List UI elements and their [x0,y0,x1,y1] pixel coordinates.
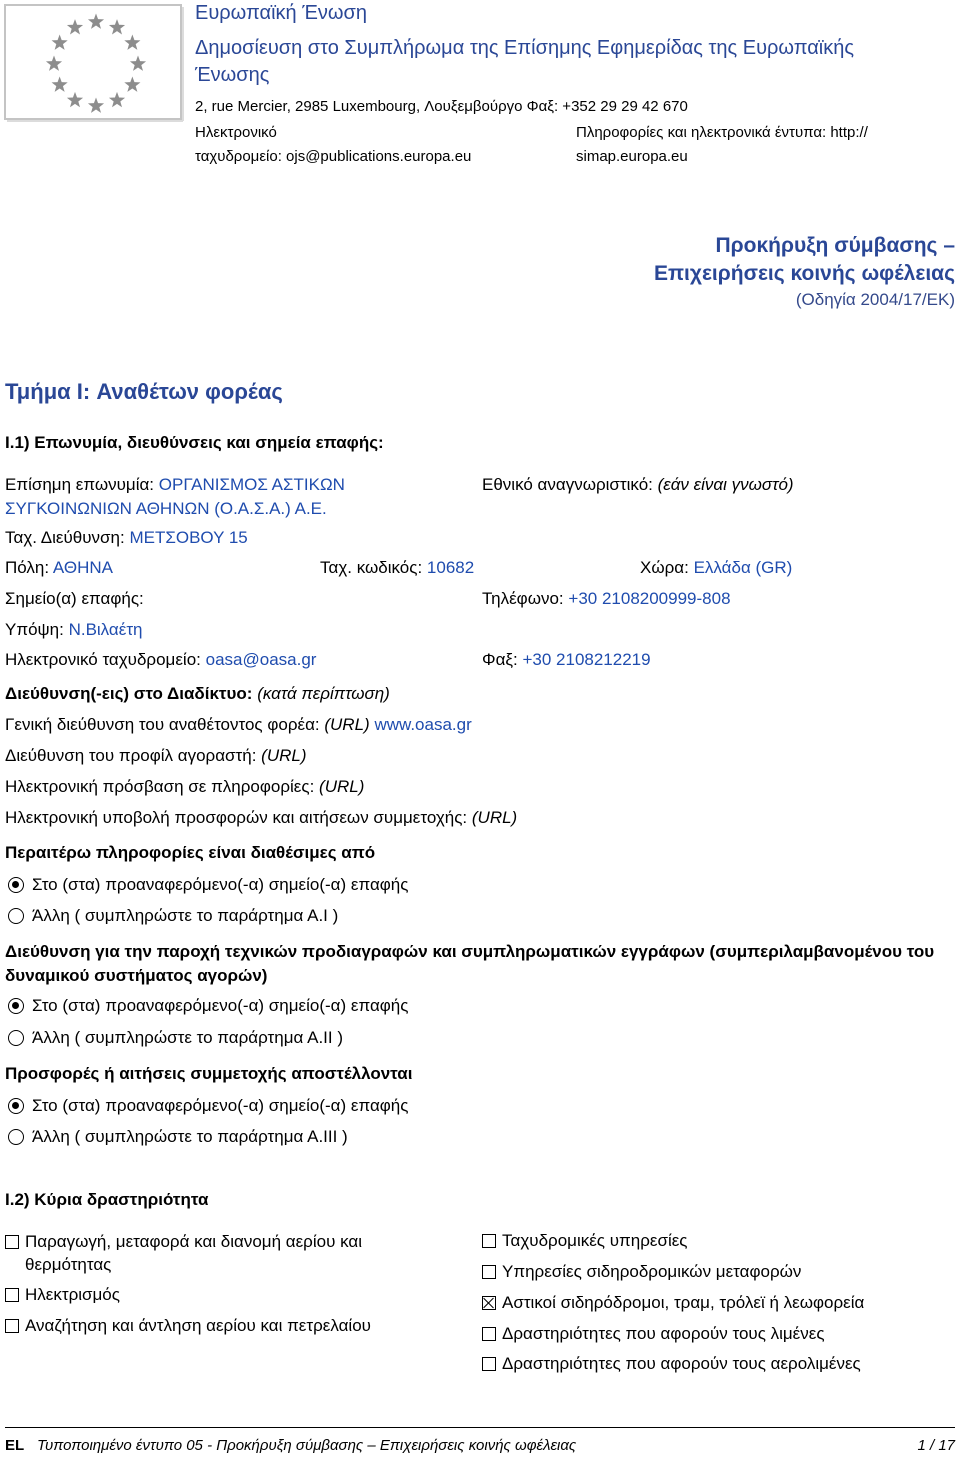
contact-point-label: Σημείο(α) επαφής: [5,589,144,608]
postal-code-field [320,557,474,579]
postal-address-value: ΜΕΤΣΟΒΟΥ 15 [129,528,248,547]
radio-label: Στο (στα) προαναφερόμενο(-α) σημείο(-α) επαφής [32,875,409,894]
internet-addresses-label: Διεύθυνση(-εις) στο Διαδίκτυο: [5,684,253,703]
url-tag: (URL) [261,746,307,765]
country-label: Χώρα: [640,558,689,577]
notice-title-line-1: Προκήρυξη σύμβασης – [715,234,955,257]
email-label: Ηλεκτρονικό ταχυδρομείο: [5,650,201,669]
documents-option[interactable] [5,1027,343,1049]
notice-title-line-2: Επιχειρήσεις κοινής ωφέλειας [653,262,955,285]
attention-value: Ν.Βιλαέτη [68,620,143,639]
eu-flag-logo [4,4,184,122]
phone-label: Τηλέφωνο: [482,589,564,608]
ojs-address: 2, rue Mercier, 2985 Luxembourg, Λουξεμβούργο Φαξ: +352 29 29 42 670 [195,98,688,115]
radio-label: Άλλη ( συμπληρώστε το παράρτημα Α.I ) [32,906,339,925]
fax-field [482,649,651,671]
email-field [5,649,316,671]
radio-label: Στο (στα) προαναφερόμενο(-α) σημείο(-α) επαφής [32,996,409,1015]
country-field [640,557,792,579]
official-name-field [5,473,465,521]
directive-reference: (Οδηγία 2004/17/ΕΚ) [795,290,955,309]
official-name-label: Επίσημη επωνυμία: [5,475,155,494]
general-address-field [5,714,472,736]
radio-button[interactable] [8,877,24,893]
activity-checkbox-item[interactable] [482,1323,825,1345]
radio-button[interactable] [8,1129,24,1145]
checkbox[interactable] [482,1327,496,1341]
further-info-option[interactable] [5,905,338,927]
radio-button[interactable] [8,1098,24,1114]
checkbox[interactable] [482,1234,496,1248]
internet-addresses-heading [5,683,390,705]
phone-value: +30 2108200999-808 [568,589,731,608]
publication-title-line-2: Ένωσης [195,64,270,86]
email-link[interactable]: oasa@oasa.gr [205,650,317,669]
radio-button[interactable] [8,998,24,1014]
postal-code-value: 10682 [426,558,475,577]
attention-label: Υπόψη: [5,620,64,639]
country-value: Ελλάδα (GR) [693,558,793,577]
checkbox[interactable] [482,1265,496,1279]
footer-language: EL [5,1437,25,1454]
checkbox-label: Δραστηριότητες που αφορούν τους αερολιμένες [502,1354,861,1373]
checkbox[interactable] [5,1288,19,1302]
activity-checkbox-item[interactable] [5,1315,371,1337]
town-label: Πόλη: [5,558,50,577]
national-id-hint: (εάν είναι γνωστό) [657,475,794,494]
activity-checkbox-item[interactable] [5,1230,445,1276]
activity-checkbox-item[interactable] [482,1230,688,1252]
section-1-heading: Τμήμα I: Αναθέτων φορέας [5,379,283,404]
radio-button[interactable] [8,908,24,924]
checkbox-label: Δραστηριότητες που αφορούν τους λιμένες [502,1324,825,1343]
checkbox[interactable] [5,1235,19,1249]
footer-form-name: Τυποποιημένο έντυπο 05 - Προκήρυξη σύμβασης – Επιχειρήσεις κοινής ωφέλειας [37,1437,577,1454]
checkbox-label: Ταχυδρομικές υπηρεσίες [502,1231,688,1250]
radio-button[interactable] [8,1030,24,1046]
radio-label: Στο (στα) προαναφερόμενο(-α) σημείο(-α) επαφής [32,1096,409,1115]
documents-heading: Διεύθυνση για την παροχή τεχνικών προδιαγραφών και συμπληρωματικών εγγράφων (συμπεριλαμβανομένου του δυναμικού συστήματος αγορών) [5,942,935,985]
radio-label: Άλλη ( συμπληρώστε το παράρτημα Α.III ) [32,1127,348,1146]
publication-title-line-1: Δημοσίευση στο Συμπλήρωμα της Επίσημης Εφημερίδας της Ευρωπαϊκής [195,37,854,59]
national-id-field [482,473,794,497]
electronic-submission-label: Ηλεκτρονική υποβολή προσφορών και αιτήσεων συμμετοχής: [5,808,468,827]
checkbox-label: Αναζήτηση και άντληση αερίου και πετρελαίου [25,1316,371,1335]
url-tag: (URL) [319,777,365,796]
radio-label: Άλλη ( συμπληρώστε το παράρτημα Α.II ) [32,1028,343,1047]
general-address-label: Γενική διεύθυνση του αναθέτοντος φορέα: [5,715,320,734]
official-name-value: ΟΡΓΑΝΙΣΜΟΣ ΑΣΤΙΚΩΝ ΣΥΓΚΟΙΝΩΝΙΩΝ ΑΘΗΝΩΝ (Ο.Α.Σ.Α.) Α.Ε. [5,475,345,518]
electronic-access-field [5,776,364,798]
tenders-option[interactable] [5,1095,408,1117]
buyer-profile-field [5,745,307,767]
eu-name: Ευρωπαϊκή Ένωση [195,2,367,24]
simap-info-line-1: Πληροφορίες και ηλεκτρονικά έντυπα: http:// [576,124,868,141]
general-address-link[interactable]: www.oasa.gr [374,715,472,734]
attention-field [5,619,143,641]
electronic-access-label: Ηλεκτρονική πρόσβαση σε πληροφορίες: [5,777,315,796]
checkbox-label: Παραγωγή, μεταφορά και διανομή αερίου και θερμότητας [25,1232,362,1274]
ojs-email-line-2[interactable]: ταχυδρομείο: ojs@publications.europa.eu [195,148,472,165]
activity-checkbox-item[interactable] [482,1353,861,1375]
documents-option[interactable] [5,995,408,1017]
internet-addresses-hint: (κατά περίπτωση) [257,684,390,703]
fax-value: +30 2108212219 [522,650,651,669]
activity-checkbox-item[interactable] [482,1292,864,1314]
further-info-heading: Περαιτέρω πληροφορίες είναι διαθέσιμες από [5,843,376,862]
national-id-label: Εθνικό αναγνωριστικό: [482,475,653,494]
postal-address-field [5,527,248,549]
tenders-option[interactable] [5,1126,348,1148]
town-value: ΑΘΗΝΑ [52,558,113,577]
postal-code-label: Ταχ. κωδικός: [320,558,423,577]
checkbox-label: Ηλεκτρισμός [25,1285,120,1304]
checkbox-label: Αστικοί σιδηρόδρομοι, τραμ, τρόλεϊ ή λεωφορεία [502,1293,865,1312]
subsection-i2-heading: I.2) Κύρια δραστηριότητα [5,1190,209,1209]
electronic-submission-field [5,807,517,829]
fax-label: Φαξ: [482,650,518,669]
footer-page-number: 1 / 17 [917,1437,955,1454]
tenders-heading: Προσφορές ή αιτήσεις συμμετοχής αποστέλλονται [5,1064,413,1083]
further-info-option[interactable] [5,874,408,896]
town-field [5,557,113,579]
simap-info-line-2[interactable]: simap.europa.eu [576,148,688,165]
buyer-profile-label: Διεύθυνση του προφίλ αγοραστή: [5,746,257,765]
url-tag: (URL) [471,808,518,827]
activity-checkbox-item[interactable] [482,1261,801,1283]
checkbox[interactable] [482,1296,496,1310]
footer-divider [5,1427,955,1428]
subsection-i1-heading: I.1) Επωνυμία, διευθύνσεις και σημεία επαφής: [5,433,384,452]
checkbox-label: Υπηρεσίες σιδηροδρομικών μεταφορών [502,1262,802,1281]
activity-checkbox-item[interactable] [5,1284,120,1306]
phone-field [482,588,731,610]
ojs-email-line-1: Ηλεκτρονικό [195,124,277,141]
checkbox[interactable] [482,1357,496,1371]
postal-address-label: Ταχ. Διεύθυνση: [5,528,125,547]
url-tag: (URL) [324,715,370,734]
checkbox[interactable] [5,1319,19,1333]
